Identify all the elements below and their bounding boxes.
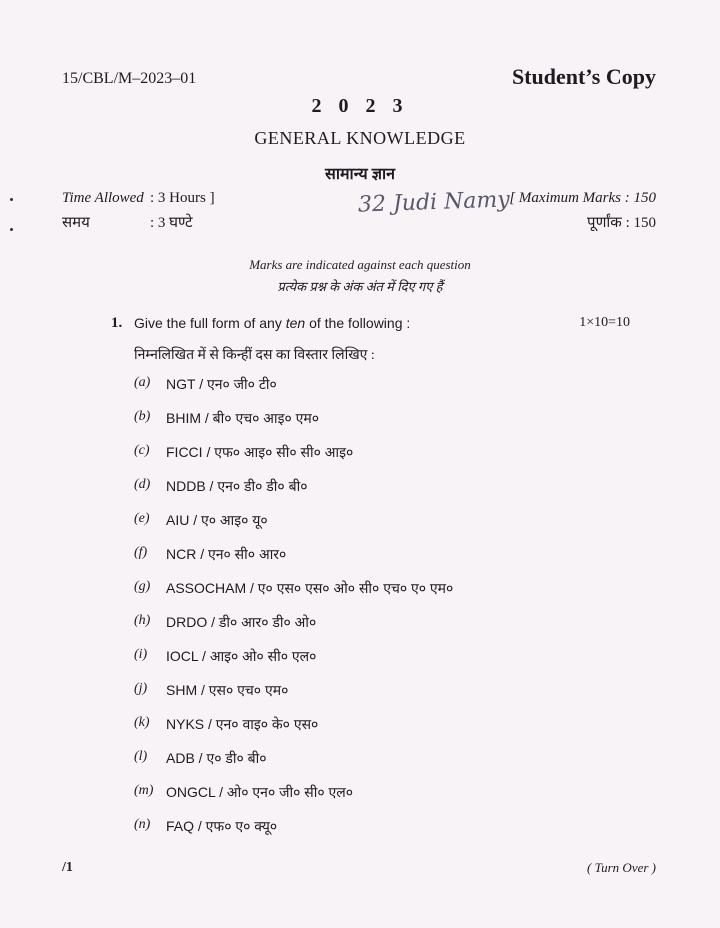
question-item xyxy=(134,477,453,511)
paper-code: 15/CBL/M–2023–01 xyxy=(62,70,197,87)
item-text: ADB / ए० डी० बी० xyxy=(166,750,267,766)
item-text: NDDB / एन० डी० डी० बी० xyxy=(166,478,308,494)
question-item-list xyxy=(134,375,453,851)
question-marks: 1×10=10 xyxy=(579,315,630,330)
item-letter: (d) xyxy=(134,477,151,492)
item-letter: (i) xyxy=(134,647,148,662)
time-value-hindi: : 3 घण्टे xyxy=(150,215,193,231)
item-letter: (g) xyxy=(134,579,151,594)
exam-year: 2 0 2 3 xyxy=(311,95,409,117)
question-text-hindi: निम्नलिखित में से किन्हीं दस का विस्तार लिखिए : xyxy=(134,348,375,363)
question-item xyxy=(134,817,453,851)
item-letter: (f) xyxy=(134,545,148,560)
time-value: : 3 Hours ] xyxy=(150,190,215,206)
item-letter: (l) xyxy=(134,749,148,764)
question-item xyxy=(134,545,453,579)
item-text: BHIM / बी० एच० आइ० एम० xyxy=(166,410,320,426)
item-letter: (a) xyxy=(134,375,151,390)
margin-dot xyxy=(10,198,13,201)
item-letter: (m) xyxy=(134,783,154,798)
page-number: /1 xyxy=(62,860,73,875)
question-item xyxy=(134,375,453,409)
question-item xyxy=(134,409,453,443)
time-label: Time Allowed xyxy=(62,190,144,206)
turn-over-note: ( Turn Over ) xyxy=(587,860,656,875)
item-text: SHM / एस० एच० एम० xyxy=(166,682,289,698)
handwritten-note: 32 Judi Namy xyxy=(357,187,511,218)
item-letter: (k) xyxy=(134,715,150,730)
item-text: NCR / एन० सी० आर० xyxy=(166,546,287,562)
item-letter: (n) xyxy=(134,817,151,832)
item-text: FAQ / एफ० ए० क्यू० xyxy=(166,818,278,834)
item-text: DRDO / डी० आर० डी० ओ० xyxy=(166,614,317,630)
question-item xyxy=(134,647,453,681)
item-letter: (j) xyxy=(134,681,148,696)
question-item xyxy=(134,681,453,715)
subject-title: GENERAL KNOWLEDGE xyxy=(254,128,466,148)
item-text: NGT / एन० जी० टी० xyxy=(166,376,277,392)
time-label-hindi: समय xyxy=(62,215,90,231)
question-item xyxy=(134,511,453,545)
question-item xyxy=(134,443,453,477)
max-marks-hindi: पूर्णांक : 150 xyxy=(587,215,656,231)
item-text: FICCI / एफ० आइ० सी० सी० आइ० xyxy=(166,444,354,460)
copy-label: Student’s Copy xyxy=(511,64,656,89)
item-text: ASSOCHAM / ए० एस० एस० ओ० सी० एच० ए० एम० xyxy=(166,580,454,596)
question-item xyxy=(134,783,453,817)
item-text: ONGCL / ओ० एन० जी० सी० एल० xyxy=(166,784,354,800)
question-item xyxy=(134,613,453,647)
margin-dot xyxy=(10,228,13,231)
item-text: AIU / ए० आइ० यू० xyxy=(166,512,268,528)
question-text: Give the full form of any ten of the following : xyxy=(134,315,411,331)
item-text: IOCL / आइ० ओ० सी० एल० xyxy=(166,648,317,664)
item-letter: (h) xyxy=(134,613,151,628)
marks-instruction: Marks are indicated against each question xyxy=(249,257,471,272)
subject-title-hindi: सामान्य ज्ञान xyxy=(325,166,395,183)
question-item xyxy=(134,579,453,613)
item-text: NYKS / एन० वाइ० के० एस० xyxy=(166,716,319,732)
item-letter: (e) xyxy=(134,511,150,526)
item-letter: (b) xyxy=(134,409,151,424)
item-letter: (c) xyxy=(134,443,150,458)
question-item xyxy=(134,749,453,783)
marks-instruction-hindi: प्रत्येक प्रश्न के अंक अंत में दिए गए हैं xyxy=(277,279,443,294)
question-number: 1. xyxy=(111,315,123,331)
max-marks: [ Maximum Marks : 150 xyxy=(509,190,656,206)
question-item xyxy=(134,715,453,749)
